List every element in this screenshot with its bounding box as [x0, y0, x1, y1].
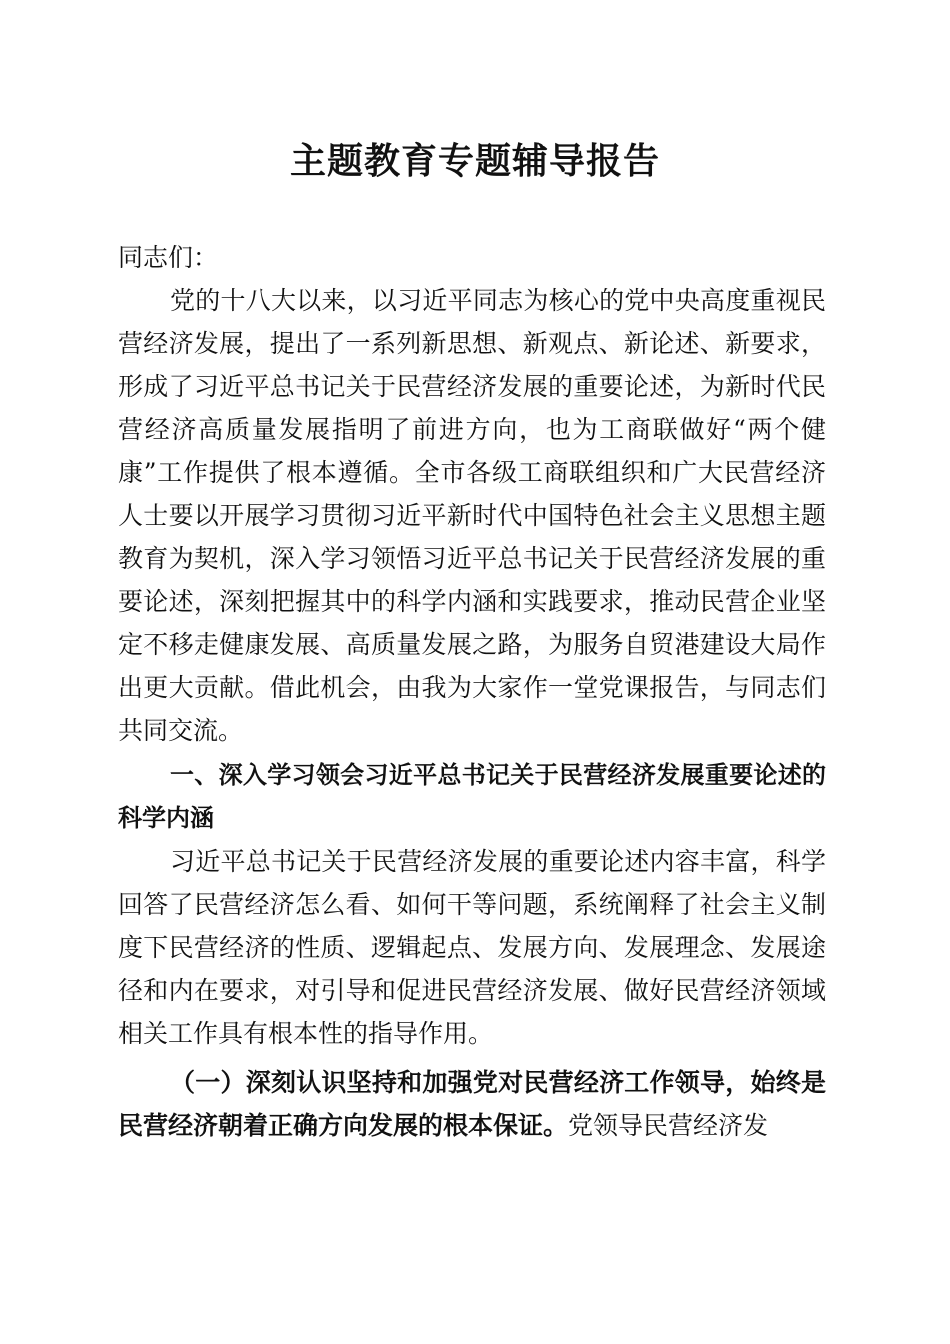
subsection-1-text: 党领导民营经济发: [568, 1111, 769, 1140]
document-body: [118, 236, 826, 1147]
intro-paragraph: 党的十八大以来，以习近平同志为核心的党中央高度重视民营经济发展，提出了一系列新思想、新观点、新论述、新要求，形成了习近平总书记关于民营经济发展的重要论述，为新时代民营经济高质量发展指明了前进方向，也为工商联做好“两个健康”工作提供了根本遵循。全市各级工商联组织和广大民营经济人士要以开展学习贯彻习近平新时代中国特色社会主义思想主题教育为契机，深入学习领悟习近平总书记关于民营经济发展的重要论述，深刻把握其中的科学内涵和实践要求，推动民营企业坚定不移走健康发展、高质量发展之路，为服务自贸港建设大局作出更大贡献。借此机会，由我为大家作一堂党课报告，与同志们共同交流。: [118, 286, 826, 745]
salutation: 同志们：: [118, 243, 219, 272]
section-1-heading: 一、深入学习领会习近平总书记关于民营经济发展重要论述的科学内涵: [118, 761, 826, 832]
subsection-1-paragraph: [118, 1061, 826, 1147]
document-title: 主题教育专题辅导报告: [289, 140, 660, 182]
subsection-1-heading: （一）深刻认识坚持和加强党对民营经济工作领导，始终是民营经济朝着正确方向发展的根本保证。: [118, 1068, 826, 1140]
section-1-paragraph: 习近平总书记关于民营经济发展的重要论述内容丰富，科学回答了民营经济怎么看、如何干等问题，系统阐释了社会主义制度下民营经济的性质、逻辑起点、发展方向、发展理念、发展途径和内在要求，对引导和促进民营经济发展、做好民营经济领域相关工作具有根本性的指导作用。: [118, 847, 826, 1048]
